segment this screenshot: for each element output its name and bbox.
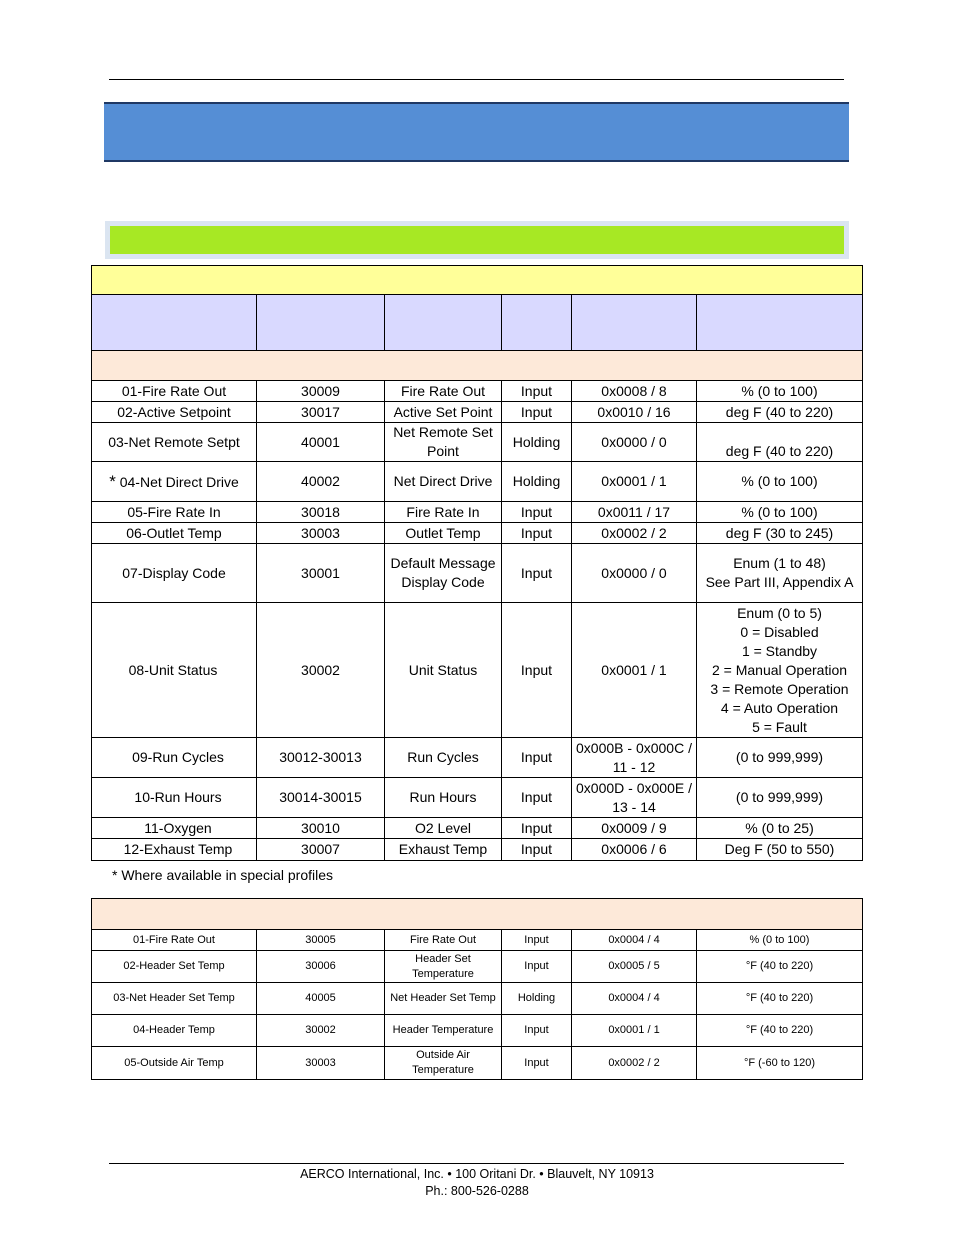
register-address: 30010: [257, 818, 385, 839]
hex-offset: 0x0001 / 1: [572, 1015, 697, 1047]
column-header: [502, 295, 572, 351]
value-range-line: See Part III, Appendix A: [705, 574, 854, 590]
point-name: 05-Fire Rate In: [92, 502, 257, 523]
value-range: Deg F (50 to 550): [697, 839, 863, 861]
table-row: [92, 738, 863, 778]
register-address: 30003: [257, 523, 385, 544]
register-description: Active Set Point: [385, 402, 502, 423]
table-row: [92, 423, 863, 462]
point-name-text: 04-Net Direct Drive: [119, 473, 239, 490]
register-type: Input: [502, 523, 572, 544]
table-row: [92, 818, 863, 839]
value-range-line: 0 = Disabled: [740, 623, 819, 640]
footer-phone: Ph.: 800-526-0288: [425, 1184, 529, 1198]
register-type: Holding: [502, 462, 572, 502]
table-row: [92, 462, 863, 502]
register-address: 30005: [257, 930, 385, 951]
value-range: deg F (40 to 220): [697, 423, 863, 462]
register-address: 30003: [257, 1047, 385, 1080]
value-range: [697, 603, 863, 738]
register-type: Holding: [502, 423, 572, 462]
column-header: [257, 295, 385, 351]
value-range: [697, 544, 863, 603]
register-description: Outlet Temp: [385, 523, 502, 544]
register-type: Holding: [502, 983, 572, 1015]
register-address: 30002: [257, 1015, 385, 1047]
register-description: O2 Level: [385, 818, 502, 839]
value-range: (0 to 999,999): [697, 778, 863, 818]
hex-offset: 0x0000 / 0: [572, 423, 697, 462]
register-address: 30017: [257, 402, 385, 423]
value-range-line: Enum (1 to 48): [733, 555, 826, 571]
value-range: % (0 to 100): [697, 502, 863, 523]
hex-offset: 0x0004 / 4: [572, 983, 697, 1015]
register-address: 30007: [257, 839, 385, 861]
table-row: [92, 523, 863, 544]
table-row: [92, 1015, 863, 1047]
register-address: 40002: [257, 462, 385, 502]
point-name: 02-Header Set Temp: [92, 951, 257, 983]
hex-offset: 0x0008 / 8: [572, 381, 697, 402]
table-title-row: [92, 266, 863, 295]
table-row: [92, 402, 863, 423]
subsection-title-bar: [110, 226, 844, 254]
register-address: 30009: [257, 381, 385, 402]
point-name: 08-Unit Status: [92, 603, 257, 738]
hex-offset: 0x0001 / 1: [572, 603, 697, 738]
footnote-marker: *: [109, 471, 116, 491]
register-description: Header Temperature: [385, 1015, 502, 1047]
register-description: Net Remote Set Point: [385, 423, 502, 462]
table-row: [92, 381, 863, 402]
point-name: 03-Net Header Set Temp: [92, 983, 257, 1015]
register-table-header: [91, 898, 863, 1080]
subsection-title-frame: [105, 221, 849, 259]
point-name: 07-Display Code: [92, 544, 257, 603]
point-name: 11-Oxygen: [92, 818, 257, 839]
value-range: °F (40 to 220): [697, 983, 863, 1015]
column-header-row: [92, 295, 863, 351]
table-row: [92, 839, 863, 861]
value-range-line: 5 = Fault: [752, 718, 807, 735]
table-row: [92, 778, 863, 818]
hex-offset: 0x0000 / 0: [572, 544, 697, 603]
column-header: [92, 295, 257, 351]
register-type: Input: [502, 818, 572, 839]
table-row: [92, 930, 863, 951]
column-header: [572, 295, 697, 351]
point-name: 10-Run Hours: [92, 778, 257, 818]
register-description: Fire Rate In: [385, 502, 502, 523]
register-type: Input: [502, 544, 572, 603]
value-range-line: 4 = Auto Operation: [720, 699, 839, 716]
column-header: [697, 295, 863, 351]
value-range: % (0 to 100): [697, 381, 863, 402]
hex-offset: 0x000B - 0x000C / 11 - 12: [572, 738, 697, 778]
hex-offset: 0x0006 / 6: [572, 839, 697, 861]
value-range: % (0 to 25): [697, 818, 863, 839]
footnote: * Where available in special profiles: [112, 867, 333, 883]
hex-offset: 0x0002 / 2: [572, 1047, 697, 1080]
hex-offset: 0x0011 / 17: [572, 502, 697, 523]
value-range: % (0 to 100): [697, 930, 863, 951]
header-rule: [109, 79, 844, 80]
register-type: Input: [502, 930, 572, 951]
register-address: 40001: [257, 423, 385, 462]
register-type: Input: [502, 951, 572, 983]
hex-offset: 0x000D - 0x000E / 13 - 14: [572, 778, 697, 818]
register-type: Input: [502, 402, 572, 423]
register-address: 30012-30013: [257, 738, 385, 778]
value-range-line: 2 = Manual Operation: [711, 661, 848, 678]
value-range: °F (40 to 220): [697, 951, 863, 983]
point-name: [92, 462, 257, 502]
register-description: Run Cycles: [385, 738, 502, 778]
register-description: Run Hours: [385, 778, 502, 818]
value-range-line: Enum (0 to 5): [737, 604, 822, 621]
point-name: 02-Active Setpoint: [92, 402, 257, 423]
value-range-line: 3 = Remote Operation: [710, 680, 849, 697]
register-type: Input: [502, 839, 572, 861]
point-name: 01-Fire Rate Out: [92, 930, 257, 951]
hex-offset: 0x0009 / 9: [572, 818, 697, 839]
point-name: 09-Run Cycles: [92, 738, 257, 778]
point-name: 01-Fire Rate Out: [92, 381, 257, 402]
table-row: [92, 502, 863, 523]
table-row: [92, 1047, 863, 1080]
value-range: °F (-60 to 120): [697, 1047, 863, 1080]
hex-offset: 0x0001 / 1: [572, 462, 697, 502]
table-row: [92, 951, 863, 983]
point-name: 04-Header Temp: [92, 1015, 257, 1047]
register-description: Header Set Temperature: [385, 951, 502, 983]
section-row: [92, 899, 863, 930]
register-type: Input: [502, 603, 572, 738]
register-type: Input: [502, 738, 572, 778]
table-row: [92, 603, 863, 738]
value-range: % (0 to 100): [697, 462, 863, 502]
register-address: 40005: [257, 983, 385, 1015]
hex-offset: 0x0002 / 2: [572, 523, 697, 544]
point-name: 03-Net Remote Setpt: [92, 423, 257, 462]
value-range: °F (40 to 220): [697, 1015, 863, 1047]
value-range: deg F (40 to 220): [697, 402, 863, 423]
register-address: 30018: [257, 502, 385, 523]
footer-address: AERCO International, Inc. • 100 Oritani Dr. • Blauvelt, NY 10913: [300, 1167, 654, 1181]
register-type: Input: [502, 381, 572, 402]
value-range: (0 to 999,999): [697, 738, 863, 778]
hex-offset: 0x0010 / 16: [572, 402, 697, 423]
register-description: Outside Air Temperature: [385, 1047, 502, 1080]
register-address: 30006: [257, 951, 385, 983]
table-row: [92, 544, 863, 603]
register-type: Input: [502, 1047, 572, 1080]
register-description: Net Header Set Temp: [385, 983, 502, 1015]
register-description: Net Direct Drive: [385, 462, 502, 502]
table-row: [92, 983, 863, 1015]
register-description: Unit Status: [385, 603, 502, 738]
register-address: 30001: [257, 544, 385, 603]
value-range: deg F (30 to 245): [697, 523, 863, 544]
footer-rule: [109, 1163, 844, 1164]
register-table-unit: [91, 265, 863, 861]
column-header: [385, 295, 502, 351]
point-name: 06-Outlet Temp: [92, 523, 257, 544]
register-description: Fire Rate Out: [385, 930, 502, 951]
register-description: Fire Rate Out: [385, 381, 502, 402]
register-type: Input: [502, 778, 572, 818]
register-type: Input: [502, 502, 572, 523]
hex-offset: 0x0004 / 4: [572, 930, 697, 951]
point-name: 05-Outside Air Temp: [92, 1047, 257, 1080]
register-address: 30014-30015: [257, 778, 385, 818]
section-row: [92, 351, 863, 381]
point-name: 12-Exhaust Temp: [92, 839, 257, 861]
register-type: Input: [502, 1015, 572, 1047]
section-title-bar: [104, 102, 849, 162]
register-description: Default Message Display Code: [385, 544, 502, 603]
register-address: 30002: [257, 603, 385, 738]
value-range-line: 1 = Standby: [741, 642, 818, 659]
hex-offset: 0x0005 / 5: [572, 951, 697, 983]
register-description: Exhaust Temp: [385, 839, 502, 861]
